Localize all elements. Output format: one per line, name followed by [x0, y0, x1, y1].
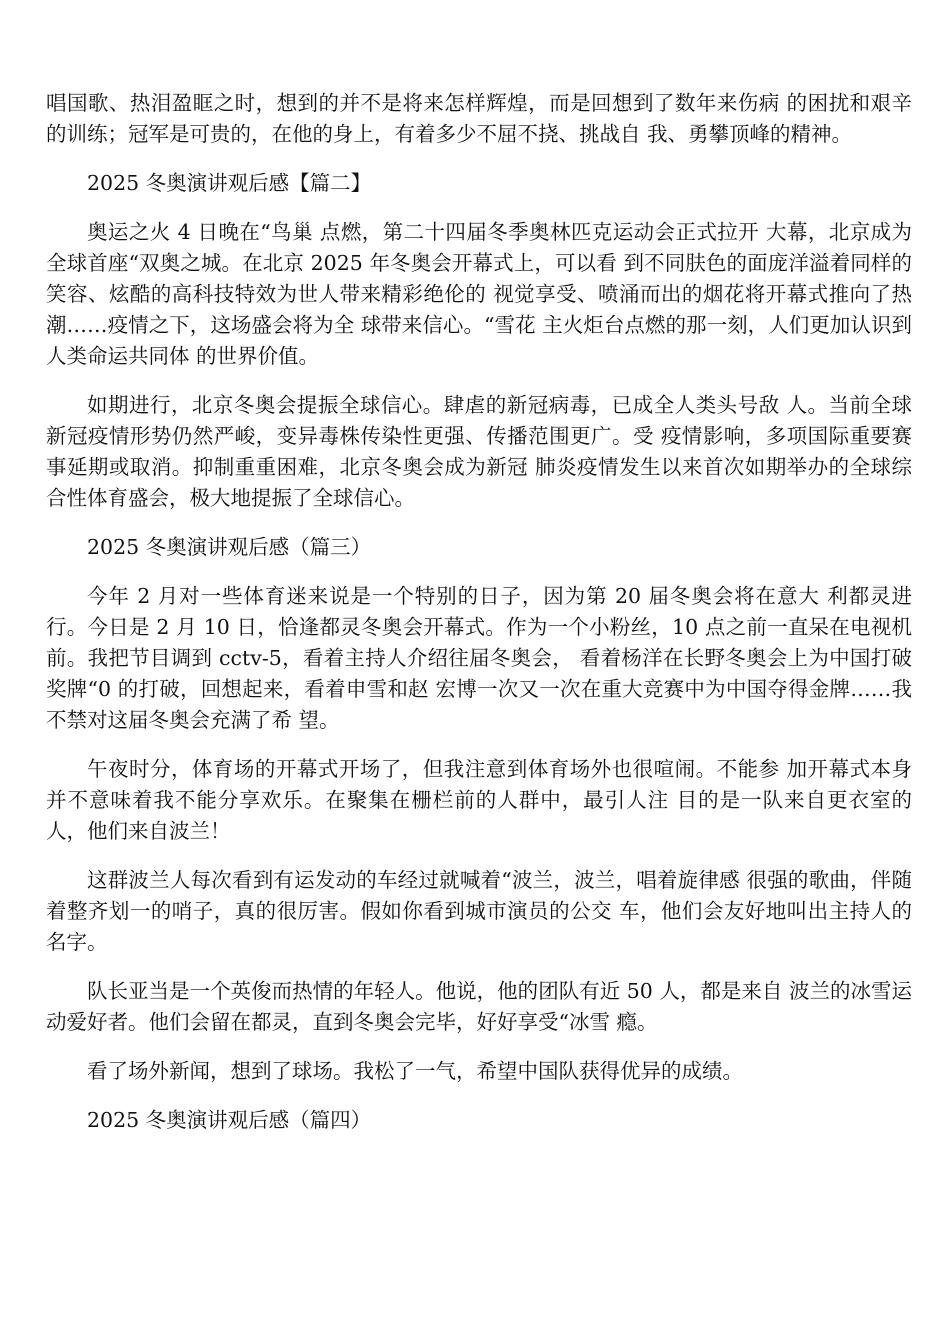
paragraph-5: 午夜时分，体育场的开幕式开场了，但我注意到体育场外也很喧闹。不能参 加开幕式本身并不意味着我不能分享欢乐。在聚集在栅栏前的人群中，最引人注 目的是一队来自更衣室的人，他们来自波兰！	[46, 757, 912, 843]
paragraph-1: 唱国歌、热泪盈眶之时，想到的并不是将来怎样辉煌，而是回想到了数年来伤病 的困扰和艰辛的训练；冠军是可贵的，在他的身上，有着多少不屈不挠、挑战自 我、勇攀顶峰的精神。	[46, 91, 912, 146]
section-heading-2: 2025 冬奥演讲观后感【篇二】	[87, 171, 372, 195]
document-body	[46, 88, 912, 1154]
paragraph-7: 队长亚当是一个英俊而热情的年轻人。他说，他的团队有近 50 人，都是来自 波兰的冰雪运动爱好者。他们会留在都灵，直到冬奥会完毕，好好享受“冰雪 瘾。	[46, 979, 912, 1034]
paragraph-8: 看了场外新闻，想到了球场。我松了一气，希望中国队获得优异的成绩。	[87, 1059, 743, 1083]
paragraph-3: 如期进行，北京冬奥会提振全球信心。肆虐的新冠病毒，已成全人类头号敌 人。当前全球新冠疫情形势仍然严峻，变异毒株传染性更强、传播范围更广。受 疫情影响，多项国际重要赛事延期或取消。抑制重重困难，北京冬奥会成为新冠 肺炎疫情发生以来首次如期举办的全球综合性体育盛会，极大地提振了全球信心。	[46, 393, 912, 510]
paragraph-2: 奥运之火 4 日晚在“鸟巢 点燃，第二十四届冬季奥林匹克运动会正式拉开 大幕，北京成为全球首座“双奥之城。在北京 2025 年冬奥会开幕式上，可以看 到不同肤色的面庞洋溢着同样的笑容、炫酷的高科技特效为世人带来精彩绝伦的 视觉享受、喷涌而出的烟花将开幕式推向了热潮……疫情之下，这场盛会将为全 球带来信心。“雪花 主火炬台点燃的那一刻，人们更加认识到人类命运共同体 的世界价值。	[46, 220, 912, 368]
paragraph-6: 这群波兰人每次看到有运发动的车经过就喊着“波兰，波兰，唱着旋律感 很强的歌曲，伴随着整齐划一的哨子，真的很厉害。假如你看到城市演员的公交 车，他们会友好地叫出主持人的名字。	[46, 868, 912, 954]
section-heading-3: 2025 冬奥演讲观后感（篇三）	[87, 535, 372, 559]
section-heading-4: 2025 冬奥演讲观后感（篇四）	[87, 1108, 372, 1132]
paragraph-4: 今年 2 月对一些体育迷来说是一个特别的日子，因为第 20 届冬奥会将在意大 利都灵进行。今日是 2 月 10 日，恰逢都灵冬奥会开幕式。作为一个小粉丝，10 点之前一直呆在电视机前。我把节目调到 cctv-5，看着主持人介绍往届冬奥会， 看着杨洋在长野冬奥会上为中国打破奖牌“0 的打破，回想起来，看着申雪和赵 宏博一次又一次在重大竞赛中为中国夺得金牌……我不禁对这届冬奥会充满了希 望。	[46, 584, 912, 732]
